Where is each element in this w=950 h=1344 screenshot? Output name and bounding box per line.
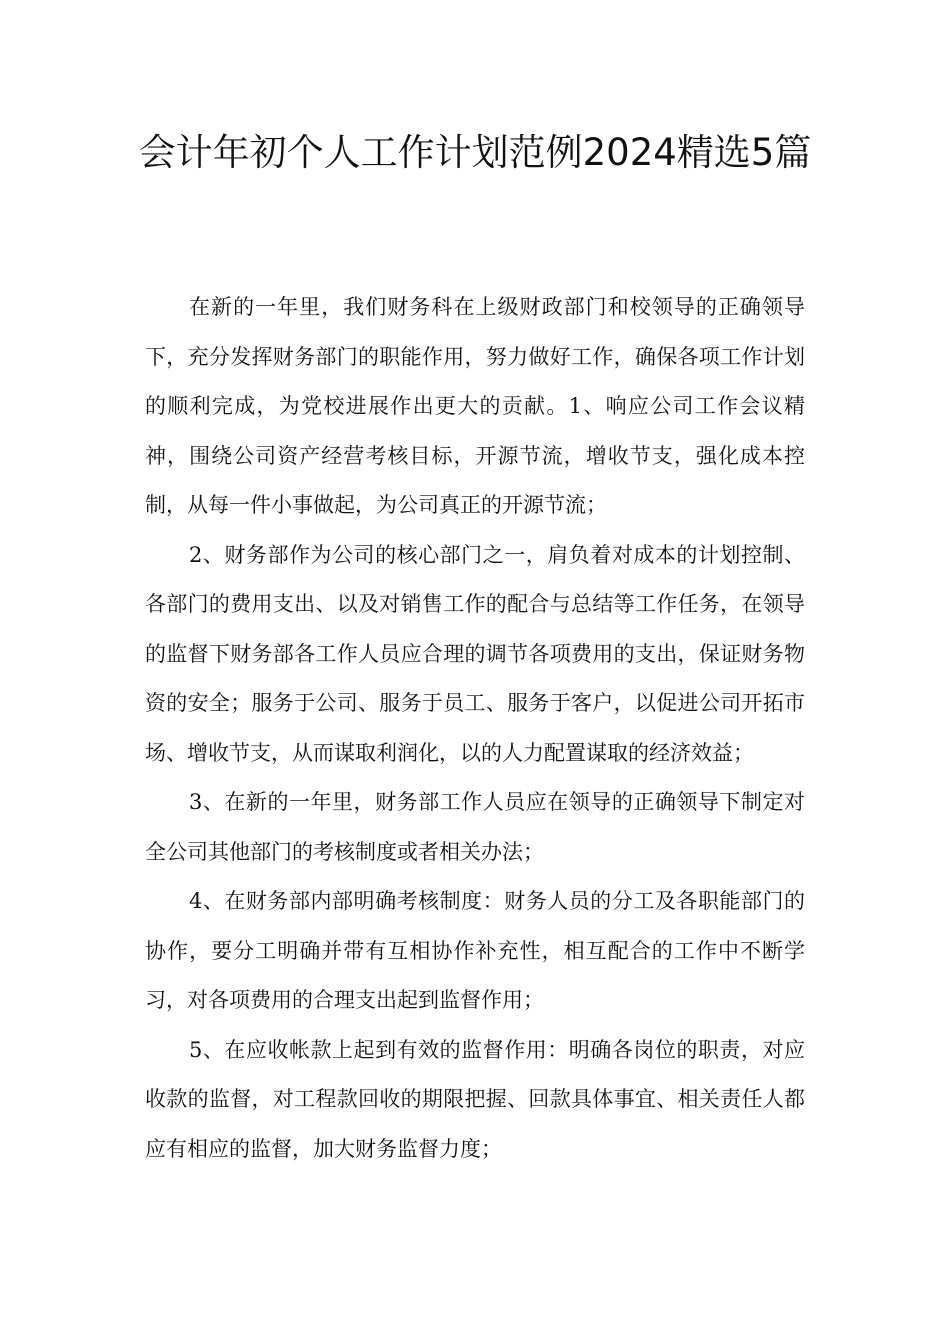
- document-body: [145, 283, 805, 1174]
- document-title: 会计年初个人工作计划范例2024精选5篇: [138, 131, 812, 174]
- paragraph-1: 在新的一年里，我们财务科在上级财政部门和校领导的正确领导下，充分发挥财务部门的职能作用，努力做好工作，确保各项工作计划的顺利完成，为党校进展作出更大的贡献。1、响应公司工作会议精神，围绕公司资产经营考核目标，开源节流，增收节支，强化成本控制，从每一件小事做起，为公司真正的开源节流；: [145, 295, 805, 517]
- paragraph-5: 5、在应收帐款上起到有效的监督作用：明确各岗位的职责，对应收款的监督，对工程款回收的期限把握、回款具体事宜、相关责任人都应有相应的监督，加大财务监督力度；: [145, 1037, 805, 1161]
- paragraph-2: 2、财务部作为公司的核心部门之一，肩负着对成本的计划控制、各部门的费用支出、以及对销售工作的配合与总结等工作任务，在领导的监督下财务部各工作人员应合理的调节各项费用的支出，保证财务物资的安全；服务于公司、服务于员工、服务于客户，以促进公司开拓市场、增收节支，从而谋取利润化，以的人力配置谋取的经济效益；: [145, 542, 805, 765]
- paragraph-4: 4、在财务部内部明确考核制度：财务人员的分工及各职能部门的协作，要分工明确并带有互相协作补充性，相互配合的工作中不断学习，对各项费用的合理支出起到监督作用；: [145, 889, 805, 1012]
- paragraph-3: 3、在新的一年里，财务部工作人员应在领导的正确领导下制定对全公司其他部门的考核制度或者相关办法；: [145, 790, 805, 864]
